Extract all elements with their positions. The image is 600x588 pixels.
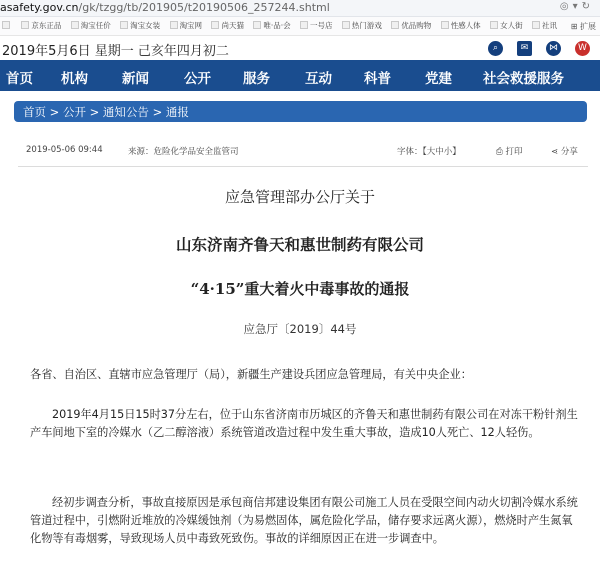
address-bar[interactable]: [0, 0, 600, 17]
article-title-line-3: “4·15”重大着火中毒事故的通报: [190, 280, 410, 298]
bookmark-icon: [532, 21, 540, 29]
nav-item-service[interactable]: 服务: [243, 71, 270, 87]
nav-item-party[interactable]: 党建: [425, 71, 452, 87]
bookmark-item[interactable]: 女人街: [490, 20, 523, 31]
refresh-icon[interactable]: ↻: [581, 1, 594, 12]
nav-item-home[interactable]: 首页: [6, 71, 33, 87]
share-icon[interactable]: ⋈: [546, 41, 561, 56]
article-title-line-1: 应急管理部办公厅关于: [224, 188, 375, 206]
meta-divider: [18, 166, 588, 167]
address-bar-icons: [560, 1, 594, 12]
nav-item-public[interactable]: 公开: [184, 71, 211, 87]
bookmark-item[interactable]: [2, 21, 12, 30]
bookmark-icon: [71, 21, 79, 29]
share-icon: ⋖: [551, 147, 559, 157]
bookmark-item[interactable]: 淘宝女装: [120, 20, 160, 31]
breadcrumb-separator: >: [152, 105, 163, 119]
breadcrumb-separator: >: [89, 105, 100, 119]
bookmark-item[interactable]: 优品购物: [391, 20, 431, 31]
nav-item-interact[interactable]: 互动: [305, 71, 332, 87]
document-number: 应急厅〔2019〕44号: [243, 322, 357, 336]
breadcrumb-current[interactable]: 通报: [165, 105, 189, 119]
bookmark-icon: [342, 21, 350, 29]
article-title-line-2: 山东济南齐鲁天和惠世制药有限公司: [175, 235, 424, 254]
article-paragraph: 经初步调查分析，事故直接原因是承包商信邦建设集团有限公司施工人员在受限空间内动火切割冷媒水系统管道过程中，引燃附近堆放的冷媒缓蚀剂（为易燃固体，属危险化学品，储存要求远离火源），燃烧时产生氮氧化物等有毒烟雾，导致现场人员中毒致死致伤。事故的详细原因正在进一步调查中。: [30, 496, 578, 545]
mail-icon[interactable]: ✉: [517, 41, 532, 56]
bookmark-icon: [170, 21, 178, 29]
breadcrumb-section[interactable]: 公开: [62, 105, 86, 119]
breadcrumb-separator: >: [49, 105, 60, 119]
bookmark-icon: [441, 21, 449, 29]
bookmark-icon: [300, 21, 308, 29]
bookmark-item[interactable]: 尚天猫: [211, 20, 244, 31]
url-text[interactable]: asafety.gov.cn/gk/tzgg/tb/201905/t20190506_257244.shtml: [0, 1, 330, 14]
site-date: 2019年5月6日 星期一 己亥年四月初二: [2, 44, 229, 59]
search-icon[interactable]: ⌕: [488, 41, 503, 56]
nav-item-org[interactable]: 机构: [61, 71, 88, 87]
article-meta: [0, 140, 600, 162]
bookmark-icon: [391, 21, 399, 29]
bookmark-icon: [21, 21, 29, 29]
bookmark-item[interactable]: 一号店: [300, 20, 333, 31]
site-date-bar: [0, 36, 600, 60]
font-size-control[interactable]: 字体：【大中小】: [397, 147, 461, 157]
bookmark-item[interactable]: 唯·品·会: [253, 20, 290, 31]
bookmark-icon: [490, 21, 498, 29]
article-source: 来源：危险化学品安全监管司: [128, 147, 239, 157]
share-button[interactable]: ⋖ 分享: [551, 147, 578, 157]
security-icon[interactable]: ◎: [559, 1, 573, 12]
nav-item-science[interactable]: 科普: [364, 71, 391, 87]
nav-item-news[interactable]: 新闻: [122, 71, 149, 87]
article-addressee: 各省、自治区、直辖市应急管理厅（局），新疆生产建设兵团应急管理局，有关中央企业：: [30, 368, 472, 381]
article-paragraph: 2019年4月15日15时37分左右，位于山东省济南市历城区的齐鲁天和惠世制药有限公司在对冻干粉针剂生产车间地下室的冷媒水（乙二醇溶液）系统管道改造过程中发生重大事故，造成10人死亡、12人轻伤。: [30, 408, 578, 439]
breadcrumb-home[interactable]: 首页: [23, 105, 46, 119]
grid-icon: ⊞: [570, 22, 578, 31]
bookmark-item[interactable]: 京东正品: [21, 20, 61, 31]
bookmark-icon: [120, 21, 128, 29]
breadcrumb: [14, 101, 587, 122]
breadcrumb-subsection[interactable]: 通知公告: [102, 105, 149, 119]
print-button[interactable]: ⎙ 打印: [496, 147, 523, 157]
bookmark-item[interactable]: 淘宝任价: [71, 20, 111, 31]
bookmark-icon: [253, 21, 261, 29]
bookmark-item[interactable]: 淘宝网: [170, 20, 203, 31]
bookmark-item[interactable]: 热门游戏: [342, 20, 382, 31]
bookmark-item[interactable]: 社讯: [532, 20, 557, 31]
dropdown-icon[interactable]: ▾: [572, 1, 582, 12]
main-nav: [0, 60, 600, 91]
publish-datetime: 2019-05-06 09:44: [26, 145, 103, 155]
extensions-button[interactable]: ⊞ 扩展: [570, 22, 596, 31]
bookmark-item[interactable]: 性感人体: [441, 20, 481, 31]
bookmarks-bar: [0, 17, 600, 36]
bookmark-icon: [2, 21, 10, 29]
weibo-icon[interactable]: W: [575, 41, 590, 56]
nav-item-rescue[interactable]: 社会救援服务: [483, 71, 564, 87]
printer-icon: ⎙: [496, 147, 503, 157]
bookmark-icon: [211, 21, 219, 29]
